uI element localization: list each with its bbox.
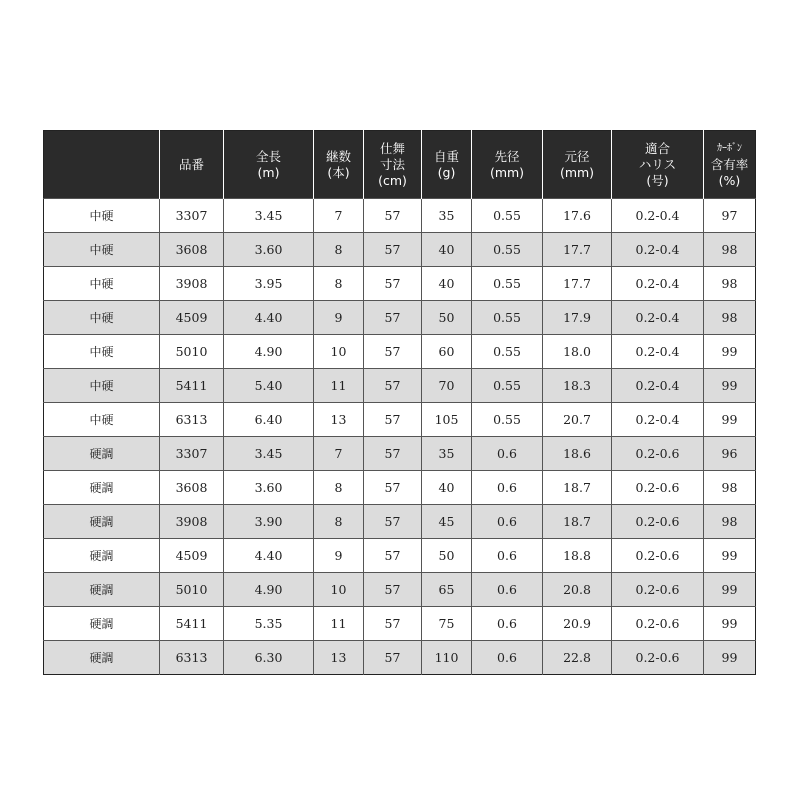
table-cell: 18.7 [543, 505, 612, 539]
table-row [44, 607, 756, 641]
table-cell: 57 [364, 539, 422, 573]
table-cell: 0.2-0.6 [612, 573, 704, 607]
table-row [44, 471, 756, 505]
column-header-line: 適合 [644, 140, 670, 156]
table-cell: 57 [364, 301, 422, 335]
table-cell: 3307 [160, 199, 224, 233]
table-cell: 10 [314, 335, 364, 369]
table-cell: 8 [314, 505, 364, 539]
table-cell: 99 [704, 641, 756, 675]
table-cell: 5010 [160, 335, 224, 369]
table-cell: 3.90 [224, 505, 314, 539]
table-row [44, 437, 756, 471]
table-cell: 57 [364, 471, 422, 505]
table-cell: 40 [422, 267, 472, 301]
column-header-line: (mm) [489, 164, 525, 180]
table-cell: 98 [704, 505, 756, 539]
table-cell: 0.55 [472, 403, 543, 437]
table-cell: 0.6 [472, 437, 543, 471]
table-cell: 0.2-0.6 [612, 471, 704, 505]
table-cell: 9 [314, 301, 364, 335]
table-cell: 3.45 [224, 437, 314, 471]
table-cell: 硬調 [44, 641, 160, 675]
column-header-line: (本) [327, 164, 350, 180]
table-cell: 4509 [160, 301, 224, 335]
table-cell: 20.7 [543, 403, 612, 437]
column-header-line: 仕舞 [379, 140, 405, 156]
column-header-line: (m) [257, 164, 280, 180]
column-header-line: (cm) [378, 172, 407, 188]
table-cell: 57 [364, 505, 422, 539]
column-header-line: (号) [646, 172, 669, 188]
table-cell: 6.30 [224, 641, 314, 675]
table-cell: 0.2-0.6 [612, 505, 704, 539]
table-cell: 0.55 [472, 199, 543, 233]
table-cell: 3908 [160, 267, 224, 301]
table-cell: 3608 [160, 233, 224, 267]
table-cell: 97 [704, 199, 756, 233]
table-cell: 17.7 [543, 267, 612, 301]
column-header-2 [224, 131, 314, 199]
table-cell: 0.6 [472, 539, 543, 573]
table-row [44, 641, 756, 675]
table-cell: 4.90 [224, 335, 314, 369]
table-cell: 110 [422, 641, 472, 675]
table-cell: 50 [422, 539, 472, 573]
table-cell: 17.7 [543, 233, 612, 267]
column-header-9 [704, 131, 756, 199]
column-header-1 [160, 131, 224, 199]
table-cell: 6.40 [224, 403, 314, 437]
table-cell: 11 [314, 369, 364, 403]
table-cell: 0.2-0.4 [612, 403, 704, 437]
table-body [44, 199, 756, 675]
table-cell: 硬調 [44, 437, 160, 471]
column-header-4 [364, 131, 422, 199]
table-cell: 中硬 [44, 301, 160, 335]
table-cell: 0.2-0.4 [612, 301, 704, 335]
table-cell: 57 [364, 437, 422, 471]
table-cell: 5.40 [224, 369, 314, 403]
table-cell: 18.0 [543, 335, 612, 369]
table-cell: 硬調 [44, 573, 160, 607]
table-cell: 99 [704, 335, 756, 369]
table-cell: 中硬 [44, 335, 160, 369]
table-cell: 5.35 [224, 607, 314, 641]
table-cell: 中硬 [44, 199, 160, 233]
table-cell: 0.2-0.4 [612, 335, 704, 369]
table-cell: 0.2-0.6 [612, 437, 704, 471]
table-cell: 3.60 [224, 471, 314, 505]
table-cell: 中硬 [44, 267, 160, 301]
table-row [44, 335, 756, 369]
table-cell: 硬調 [44, 607, 160, 641]
table-cell: 35 [422, 199, 472, 233]
table-cell: 57 [364, 607, 422, 641]
table-cell: 0.2-0.4 [612, 369, 704, 403]
table-cell: 99 [704, 539, 756, 573]
column-header-line: 自重 [433, 148, 459, 164]
table-row [44, 505, 756, 539]
column-header-3 [314, 131, 364, 199]
column-header-5 [422, 131, 472, 199]
table-cell: 18.3 [543, 369, 612, 403]
table-cell: 6313 [160, 403, 224, 437]
table-cell: 8 [314, 471, 364, 505]
table-cell: 60 [422, 335, 472, 369]
table-cell: 57 [364, 267, 422, 301]
table-cell: 硬調 [44, 471, 160, 505]
table-row [44, 573, 756, 607]
spec-table [43, 130, 756, 675]
table-cell: 10 [314, 573, 364, 607]
table-cell: 6313 [160, 641, 224, 675]
table-cell: 中硬 [44, 233, 160, 267]
table-cell: 20.9 [543, 607, 612, 641]
table-row [44, 301, 756, 335]
column-header-line: 先径 [494, 148, 520, 164]
table-cell: 硬調 [44, 539, 160, 573]
table-cell: 3.95 [224, 267, 314, 301]
table-cell: 17.6 [543, 199, 612, 233]
table-cell: 5010 [160, 573, 224, 607]
table-cell: 65 [422, 573, 472, 607]
table-cell: 3307 [160, 437, 224, 471]
table-cell: 0.6 [472, 641, 543, 675]
table-cell: 11 [314, 607, 364, 641]
column-header-8 [612, 131, 704, 199]
table-cell: 99 [704, 573, 756, 607]
table-cell: 4.90 [224, 573, 314, 607]
column-header-line: ｶｰﾎﾞﾝ [717, 142, 742, 154]
table-cell: 50 [422, 301, 472, 335]
table-cell: 8 [314, 233, 364, 267]
table-row [44, 403, 756, 437]
table-cell: 0.6 [472, 505, 543, 539]
table-cell: 98 [704, 471, 756, 505]
table-cell: 98 [704, 267, 756, 301]
table-cell: 17.9 [543, 301, 612, 335]
table-cell: 3608 [160, 471, 224, 505]
column-header-0 [44, 131, 160, 199]
column-header-line: 全長 [255, 148, 281, 164]
column-header-line: 継数 [325, 148, 351, 164]
table-cell: 4.40 [224, 539, 314, 573]
table-cell: 0.55 [472, 335, 543, 369]
header-row [44, 131, 756, 199]
table-cell: 99 [704, 607, 756, 641]
column-header-7 [543, 131, 612, 199]
table-cell: 18.7 [543, 471, 612, 505]
table-cell: 5411 [160, 607, 224, 641]
table-cell: 99 [704, 403, 756, 437]
table-cell: 0.6 [472, 471, 543, 505]
table-cell: 9 [314, 539, 364, 573]
table-cell: 0.2-0.6 [612, 607, 704, 641]
table-cell: 0.6 [472, 573, 543, 607]
table-cell: 57 [364, 403, 422, 437]
column-header-line: (g) [437, 164, 456, 180]
table-cell: 0.2-0.4 [612, 199, 704, 233]
table-row [44, 369, 756, 403]
table-cell: 0.2-0.4 [612, 233, 704, 267]
table-cell: 中硬 [44, 403, 160, 437]
column-header-line: 元径 [564, 148, 590, 164]
table-cell: 35 [422, 437, 472, 471]
table-cell: 0.2-0.6 [612, 539, 704, 573]
table-cell: 0.6 [472, 607, 543, 641]
column-header-line: 品番 [178, 156, 204, 172]
table-cell: 70 [422, 369, 472, 403]
table-row [44, 267, 756, 301]
table-cell: 13 [314, 403, 364, 437]
column-header-line: 寸法 [379, 156, 405, 172]
table-cell: 40 [422, 471, 472, 505]
table-cell: 20.8 [543, 573, 612, 607]
column-header-line: (%) [718, 172, 741, 188]
column-header-6 [472, 131, 543, 199]
table-cell: 3908 [160, 505, 224, 539]
table-cell: 98 [704, 233, 756, 267]
table-cell: 45 [422, 505, 472, 539]
table-cell: 8 [314, 267, 364, 301]
table-cell: 57 [364, 199, 422, 233]
table-cell: 57 [364, 369, 422, 403]
table-cell: 57 [364, 573, 422, 607]
table-cell: 0.55 [472, 267, 543, 301]
table-cell: 40 [422, 233, 472, 267]
table-cell: 57 [364, 641, 422, 675]
table-cell: 0.2-0.6 [612, 641, 704, 675]
table-cell: 75 [422, 607, 472, 641]
column-header-line: (mm) [559, 164, 595, 180]
table-cell: 4.40 [224, 301, 314, 335]
table-cell: 13 [314, 641, 364, 675]
table-cell: 18.8 [543, 539, 612, 573]
column-header-line: 含有率 [710, 156, 749, 172]
table-cell: 57 [364, 335, 422, 369]
table-cell: 0.55 [472, 369, 543, 403]
table-cell: 96 [704, 437, 756, 471]
table-cell: 57 [364, 233, 422, 267]
table-cell: 0.55 [472, 233, 543, 267]
table-cell: 99 [704, 369, 756, 403]
table-cell: 3.60 [224, 233, 314, 267]
table-row [44, 199, 756, 233]
table-cell: 7 [314, 199, 364, 233]
table-cell: 105 [422, 403, 472, 437]
table-cell: 3.45 [224, 199, 314, 233]
table-cell: 4509 [160, 539, 224, 573]
table-cell: 18.6 [543, 437, 612, 471]
table-row [44, 539, 756, 573]
column-header-line: ハリス [638, 156, 677, 172]
table-cell: 98 [704, 301, 756, 335]
table-cell: 0.2-0.4 [612, 267, 704, 301]
table-cell: 7 [314, 437, 364, 471]
table-row [44, 233, 756, 267]
table-cell: 0.55 [472, 301, 543, 335]
table-cell: 22.8 [543, 641, 612, 675]
table-cell: 硬調 [44, 505, 160, 539]
table-cell: 5411 [160, 369, 224, 403]
table-cell: 中硬 [44, 369, 160, 403]
